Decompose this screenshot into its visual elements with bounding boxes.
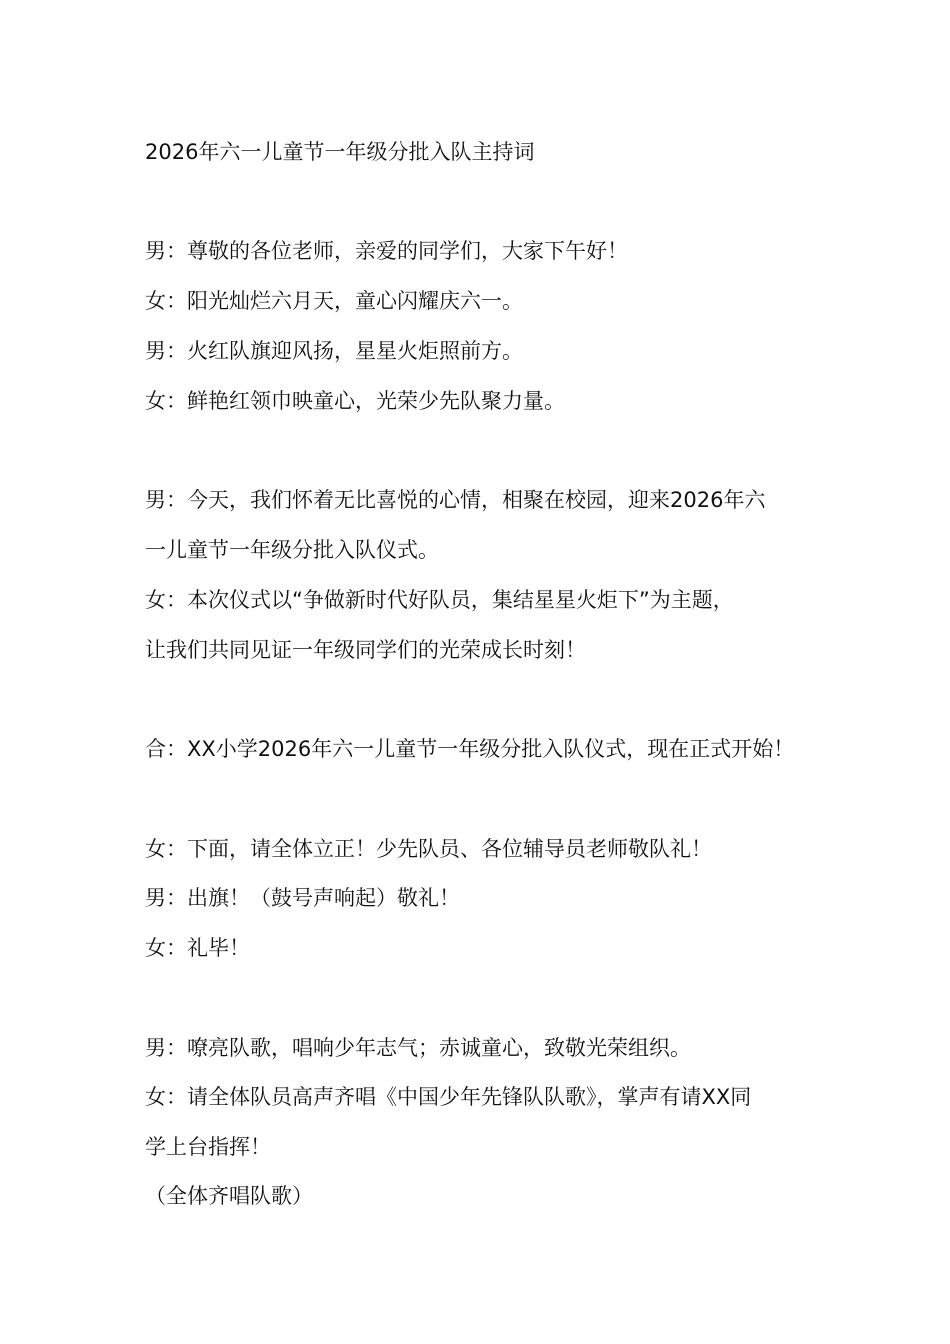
text-line: 男：尊敬的各位老师，亲爱的同学们，大家下午好！ xyxy=(145,239,628,263)
text-line: 女：本次仪式以“争做新时代好队员，集结星星火炬下”为主题， xyxy=(145,588,734,612)
text-line: 女：礼毕！ xyxy=(145,936,250,960)
text-line: 男：嘹亮队歌，唱响少年志气；赤诚童心，致敬光荣组织。 xyxy=(145,1036,691,1060)
text-line: 学上台指挥！ xyxy=(145,1135,271,1159)
text-line: （全体齐唱队歌） xyxy=(145,1184,313,1208)
text-line: 男：出旗！（鼓号声响起）敬礼！ xyxy=(145,886,460,910)
text-line: 女：鲜艳红领巾映童心，光荣少先队聚力量。 xyxy=(145,389,565,413)
text-line: 一儿童节一年级分批入队仪式。 xyxy=(145,538,439,562)
text-line: 女：阳光灿烂六月天，童心闪耀庆六一。 xyxy=(145,289,523,313)
document-title: 2026年六一儿童节一年级分批入队主持词 xyxy=(145,140,535,164)
text-line: 男：火红队旗迎风扬，星星火炬照前方。 xyxy=(145,339,523,363)
text-line: 让我们共同见证一年级同学们的光荣成长时刻！ xyxy=(145,638,586,662)
text-line: 合：XX小学2026年六一儿童节一年级分批入队仪式，现在正式开始！ xyxy=(145,737,795,761)
text-line: 女：下面，请全体立正！少先队员、各位辅导员老师敬队礼！ xyxy=(145,837,712,861)
text-line: 女：请全体队员高声齐唱《中国少年先锋队队歌》，掌声有请XX同 xyxy=(145,1085,752,1109)
text-line: 男：今天，我们怀着无比喜悦的心情，相聚在校园，迎来2026年六 xyxy=(145,488,766,512)
